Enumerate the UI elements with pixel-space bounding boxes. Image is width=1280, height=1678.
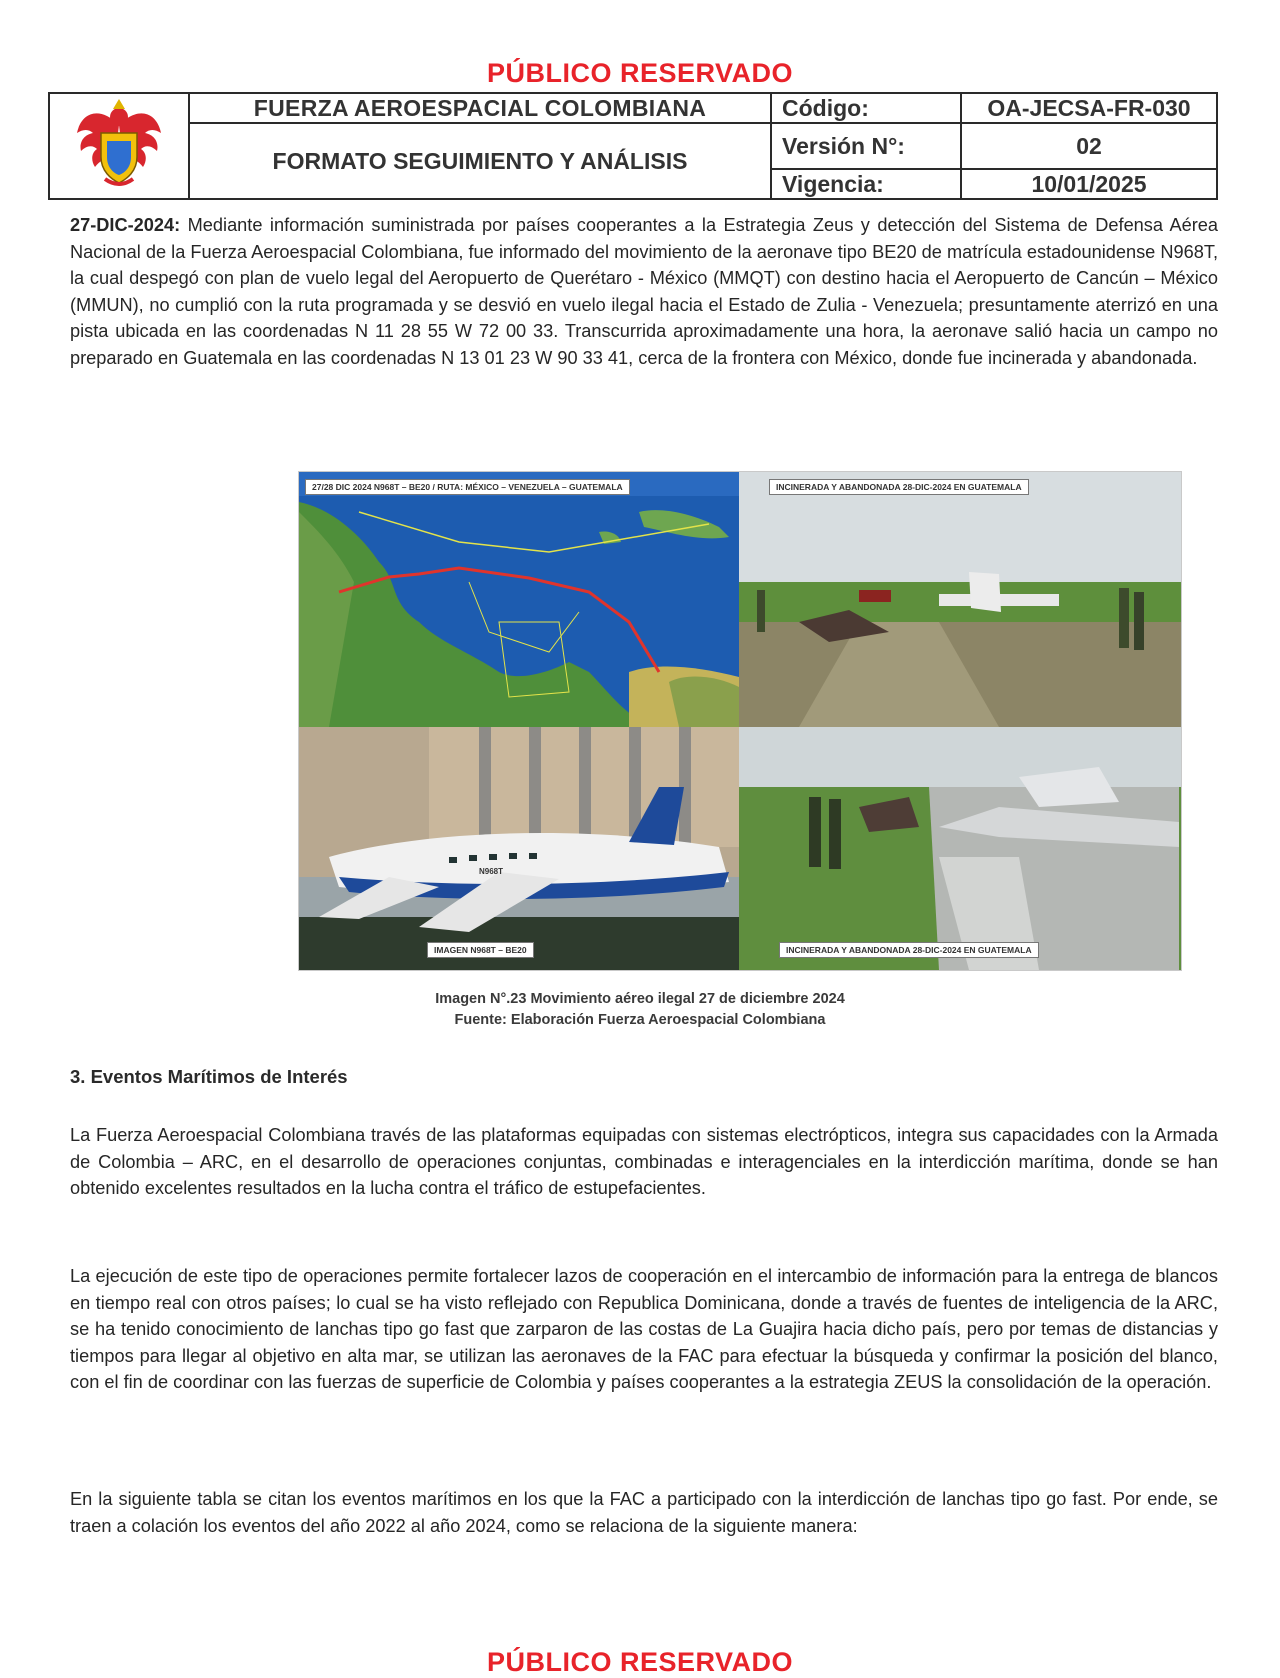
version-label: Versión N°: (771, 123, 961, 169)
code-label: Código: (771, 93, 961, 123)
event-text: Mediante información suministrada por países cooperantes a la Estrategia Zeus y detección del Sistema de Defensa Aérea Nacional de la Fuerza Aeroespacial Colombiana, fue informado del movimiento de la aeronave tipo BE20 de matrícula estadounidense N968T, la cual despegó con plan de vuelo legal del Aeropuerto de Querétaro - México (MMQT) con destino hacia el Aeropuerto de Cancún – México (MMUN), no cumplió con la ruta programada y se desvió en vuelo ilegal hacia el Estado de Zulia - Venezuela; presuntamente aterrizó en una pista ubicada en las coordenadas N 11 28 55 W 72 00 33. Transcurrida aproximadamente una hora, la aeronave salió hacia un campo no preparado en Guatemala en las coordenadas N 13 01 23 W 90 33 41, cerca de la frontera con México, donde fue incinerada y abandonada. (70, 215, 1218, 368)
section-paragraph-1: La Fuerza Aeroespacial Colombiana través de las plataformas equipadas con sistemas electrópticos, integra sus capacidades con la Armada de Colombia – ARC, en el desarrollo de operaciones conjuntas, combinadas e interagenciales en la interdicción marítima, donde se han obtenido excelentes resultados en la lucha contra el tráfico de estupefacientes. (70, 1125, 1218, 1199)
code-value: OA-JECSA-FR-030 (961, 93, 1217, 123)
wreck-bottom-label: INCINERADA Y ABANDONADA 28-DIC-2024 EN GUATEMALA (779, 942, 1039, 958)
section-paragraph-3: En la siguiente tabla se citan los eventos marítimos en los que la FAC a participado con la interdicción de lanchas tipo go fast. Por ende, se traen a colación los eventos del año 2022 al año 2024, como se relaciona de la siguiente manera: (70, 1489, 1218, 1536)
validity-value: 10/01/2025 (961, 169, 1217, 199)
classification-marking-top: PÚBLICO RESERVADO (486, 58, 794, 88)
validity-label: Vigencia: (771, 169, 961, 199)
document-header (48, 92, 1218, 200)
route-map-panel (299, 472, 739, 727)
figure-source: Fuente: Elaboración Fuerza Aeroespacial Colombiana (454, 1012, 826, 1028)
form-title: FORMATO SEGUIMIENTO Y ANÁLISIS (189, 123, 771, 199)
logo-cell (49, 93, 189, 199)
version-value: 02 (961, 123, 1217, 169)
wreck-runway-image (739, 727, 1181, 970)
wreck-field-image (739, 472, 1181, 727)
route-map-image (299, 472, 739, 727)
wreck-top-panel (739, 472, 1181, 727)
classification-marking-bottom: PÚBLICO RESERVADO (486, 1647, 794, 1677)
fac-emblem-icon (69, 95, 169, 191)
aircraft-label: IMAGEN N968T – BE20 (427, 942, 534, 958)
tail-number: N968T (479, 867, 504, 876)
section-paragraph-2: La ejecución de este tipo de operaciones permite fortalecer lazos de cooperación en el intercambio de información para la entrega de blancos en tiempo real con otros países; lo cual se ha visto reflejado con Republica Dominicana, donde a través de fuentes de inteligencia de la ARC, se ha tenido conocimiento de lanchas tipo go fast que zarparon de las costas de La Guajira hacia dicho país, pero por temas de distancias y tiempos para llegar al objetivo en alta mar, se utilizan las aeronaves de la FAC para efectuar la búsqueda y confirmar la posición del blanco, con el fin de coordinar con las fuerzas de superficie de Colombia y países cooperantes a la estrategia ZEUS la consolidación de la operación. (70, 1266, 1218, 1393)
wreck-bottom-panel (739, 727, 1181, 970)
event-date: 27-DIC-2024: (70, 215, 181, 235)
aircraft-image (299, 727, 739, 970)
aircraft-panel (299, 727, 739, 970)
wreck-top-label: INCINERADA Y ABANDONADA 28-DIC-2024 EN GUATEMALA (769, 479, 1029, 495)
organization-name: FUERZA AEROESPACIAL COLOMBIANA (189, 93, 771, 123)
event-paragraph (70, 212, 1218, 372)
figure-caption: Imagen N°.23 Movimiento aéreo ilegal 27 de diciembre 2024 (435, 991, 845, 1007)
figure-collage (298, 471, 1182, 971)
section-title: 3. Eventos Marítimos de Interés (70, 1066, 348, 1087)
map-panel-label: 27/28 DIC 2024 N968T – BE20 / RUTA: MÉXICO – VENEZUELA – GUATEMALA (305, 479, 630, 495)
